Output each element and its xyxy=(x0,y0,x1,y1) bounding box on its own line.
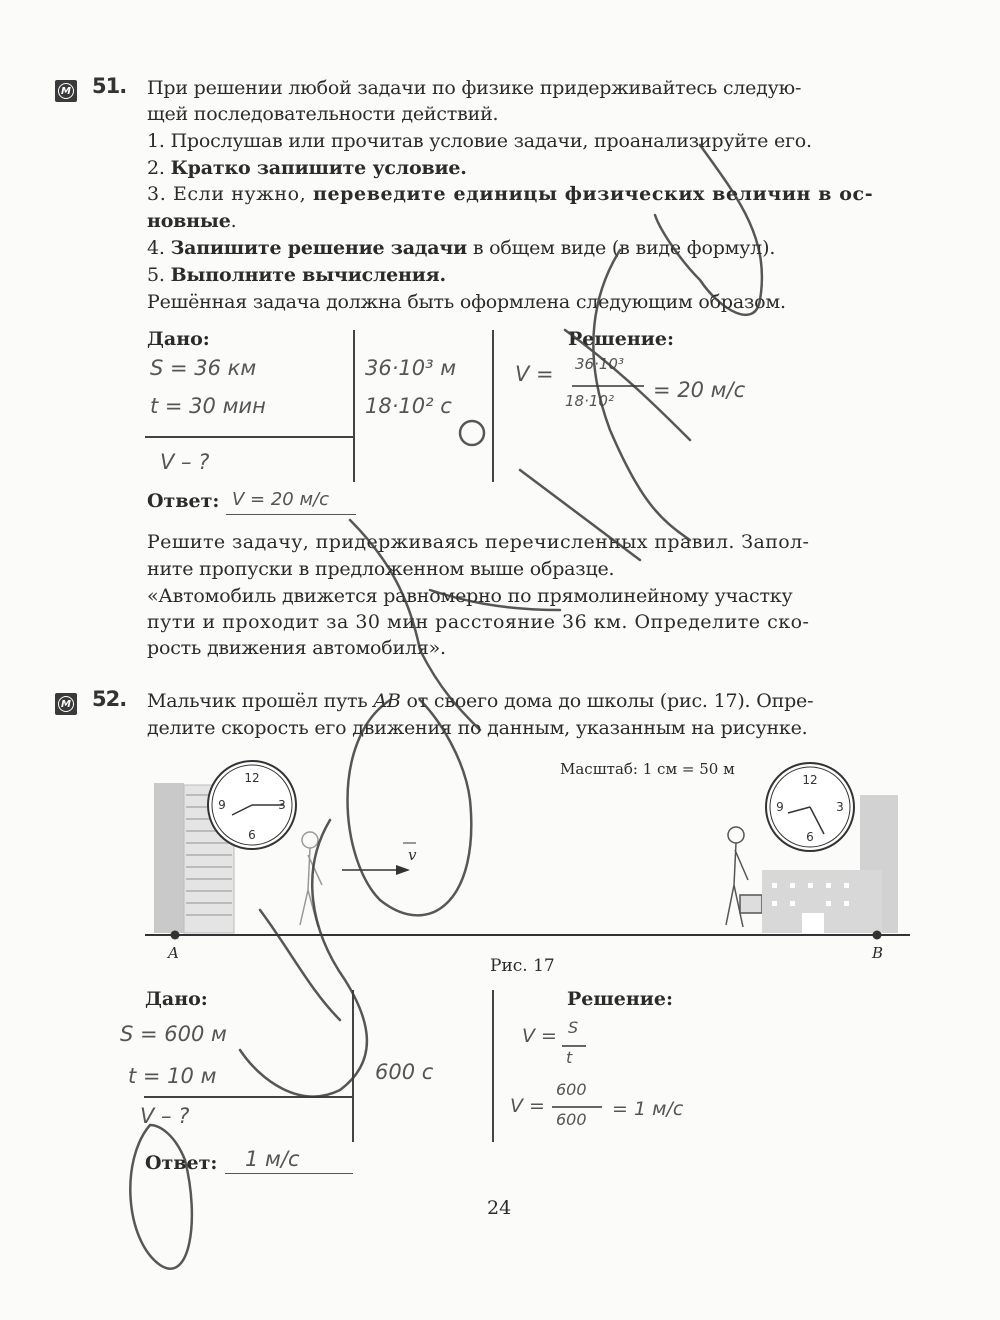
calc-den: 600 xyxy=(556,1110,587,1129)
badge-letter: M xyxy=(58,696,74,712)
figure-17 xyxy=(140,755,920,985)
unknown: V – ? xyxy=(140,1104,190,1128)
step-4 xyxy=(147,235,775,262)
given-s: S = 600 м xyxy=(120,1022,227,1046)
step-2-bold: Кратко запишите условие. xyxy=(170,157,467,179)
given-t: t = 10 м xyxy=(128,1064,217,1088)
given-t: t = 30 мин xyxy=(150,394,266,418)
step-3-num: 3. Если нужно, xyxy=(147,183,313,205)
instruction-line-1: Решите задачу, придерживаясь перечисленных правил. Запол- xyxy=(147,531,810,553)
point-b-marker xyxy=(873,931,882,940)
step-2-num: 2. xyxy=(147,157,171,179)
svg-text:9: 9 xyxy=(218,798,226,812)
step-4-bold: Запишите решение задачи xyxy=(170,237,467,259)
clock-start-icon xyxy=(208,761,296,849)
given-label: Дано: xyxy=(145,988,208,1010)
svg-text:9: 9 xyxy=(776,800,784,814)
svg-text:v: v xyxy=(408,846,417,864)
si-t: 18·10² с xyxy=(365,394,452,418)
table-divider xyxy=(352,990,354,1142)
point-b-label: B xyxy=(872,944,884,962)
step-5-bold: Выполните вычисления. xyxy=(170,264,446,286)
fraction-bar xyxy=(562,1045,586,1047)
solution-lhs: V = xyxy=(515,362,554,386)
scale-label: Масштаб: 1 см = 50 м xyxy=(560,760,735,778)
calc-lhs: V = xyxy=(510,1095,545,1117)
page-number: 24 xyxy=(487,1197,512,1219)
instruction-line-3: «Автомобиль движется равномерно по прямолинейному участку xyxy=(147,585,793,607)
fraction-bar xyxy=(552,1106,602,1108)
answer-value: 1 м/с xyxy=(245,1147,300,1171)
svg-text:6: 6 xyxy=(806,830,814,844)
solution-label: Решение: xyxy=(568,328,674,350)
instruction-line-5: рость движения автомобиля». xyxy=(147,637,446,659)
boy-walking-end xyxy=(726,827,762,927)
task52-line-1 xyxy=(147,688,813,715)
clock-end-icon xyxy=(766,763,854,851)
task-number: 52. xyxy=(92,687,127,711)
boy-walking-start xyxy=(300,832,322,927)
si-t: 600 с xyxy=(375,1060,434,1084)
badge-letter: M xyxy=(58,83,74,99)
given-s: S = 36 км xyxy=(150,356,257,380)
given-underline xyxy=(145,436,354,438)
step-4-num: 4. xyxy=(147,237,171,259)
step-2 xyxy=(147,155,467,182)
table-divider xyxy=(492,330,494,482)
svg-text:6: 6 xyxy=(248,828,256,842)
svg-text:12: 12 xyxy=(802,773,818,787)
given-underline xyxy=(144,1096,353,1098)
table-divider xyxy=(353,330,355,482)
task-number: 51. xyxy=(92,74,127,98)
step-5 xyxy=(147,262,446,289)
given-label: Дано: xyxy=(147,328,210,350)
solution-numerator: 36·10³ xyxy=(575,355,624,373)
point-a-label: A xyxy=(168,944,179,962)
form-note: Решённая задача должна быть оформлена следующим образом. xyxy=(147,291,786,313)
step-3-end: . xyxy=(230,210,237,232)
task-intro-line-1: При решении любой задачи по физике придерживайтесь следую- xyxy=(147,77,802,99)
method-badge-icon xyxy=(55,693,77,715)
si-s: 36·10³ м xyxy=(365,356,457,380)
figure-caption: Рис. 17 xyxy=(490,956,555,976)
svg-text:3: 3 xyxy=(836,800,844,814)
step-5-num: 5. xyxy=(147,264,171,286)
answer-underline xyxy=(225,1173,353,1174)
task52-text-a: Мальчик прошёл путь xyxy=(147,690,374,712)
task52-text-b: от своего дома до школы (рис. 17). Опре- xyxy=(400,690,814,712)
step-4-rest: в общем виде (в виде формул). xyxy=(466,237,776,259)
step-3 xyxy=(147,181,873,208)
velocity-arrow-icon xyxy=(342,843,417,875)
task52-line-2: делите скорость его движения по данным, указанным на рисунке. xyxy=(147,717,808,739)
step-3-bold-cont: новные xyxy=(147,210,231,232)
calc-num: 600 xyxy=(556,1080,587,1099)
point-a-marker xyxy=(171,931,180,940)
path-label: AB xyxy=(373,690,401,712)
table-divider xyxy=(492,990,494,1142)
svg-text:12: 12 xyxy=(244,771,260,785)
formula-den: t xyxy=(566,1048,573,1067)
task-intro-line-2: щей последовательности действий. xyxy=(147,103,499,125)
method-badge-icon xyxy=(55,80,77,102)
step-3-bold: переведите единицы физических величин в ос- xyxy=(312,183,874,205)
instruction-line-4: пути и проходит за 30 мин расстояние 36 км. Определите ско- xyxy=(147,611,810,633)
instruction-line-2: ните пропуски в предложенном выше образце. xyxy=(147,558,615,580)
svg-text:3: 3 xyxy=(278,798,286,812)
solution-denominator: 18·10² xyxy=(565,392,614,410)
formula-num: S xyxy=(568,1018,579,1037)
answer-underline xyxy=(226,514,356,515)
unknown: V – ? xyxy=(160,450,210,474)
step-1: 1. Прослушав или прочитав условие задачи, проанализируйте его. xyxy=(147,130,812,152)
fraction-bar xyxy=(572,385,644,387)
solution-label: Решение: xyxy=(567,988,673,1010)
answer-value: V = 20 м/с xyxy=(232,489,330,510)
step-3-cont xyxy=(147,208,236,235)
formula-lhs: V = xyxy=(522,1025,557,1047)
solution-result: = 20 м/с xyxy=(653,378,746,402)
answer-label: Ответ: xyxy=(147,490,220,512)
answer-label: Ответ: xyxy=(145,1152,218,1174)
calc-result: = 1 м/с xyxy=(612,1098,684,1120)
